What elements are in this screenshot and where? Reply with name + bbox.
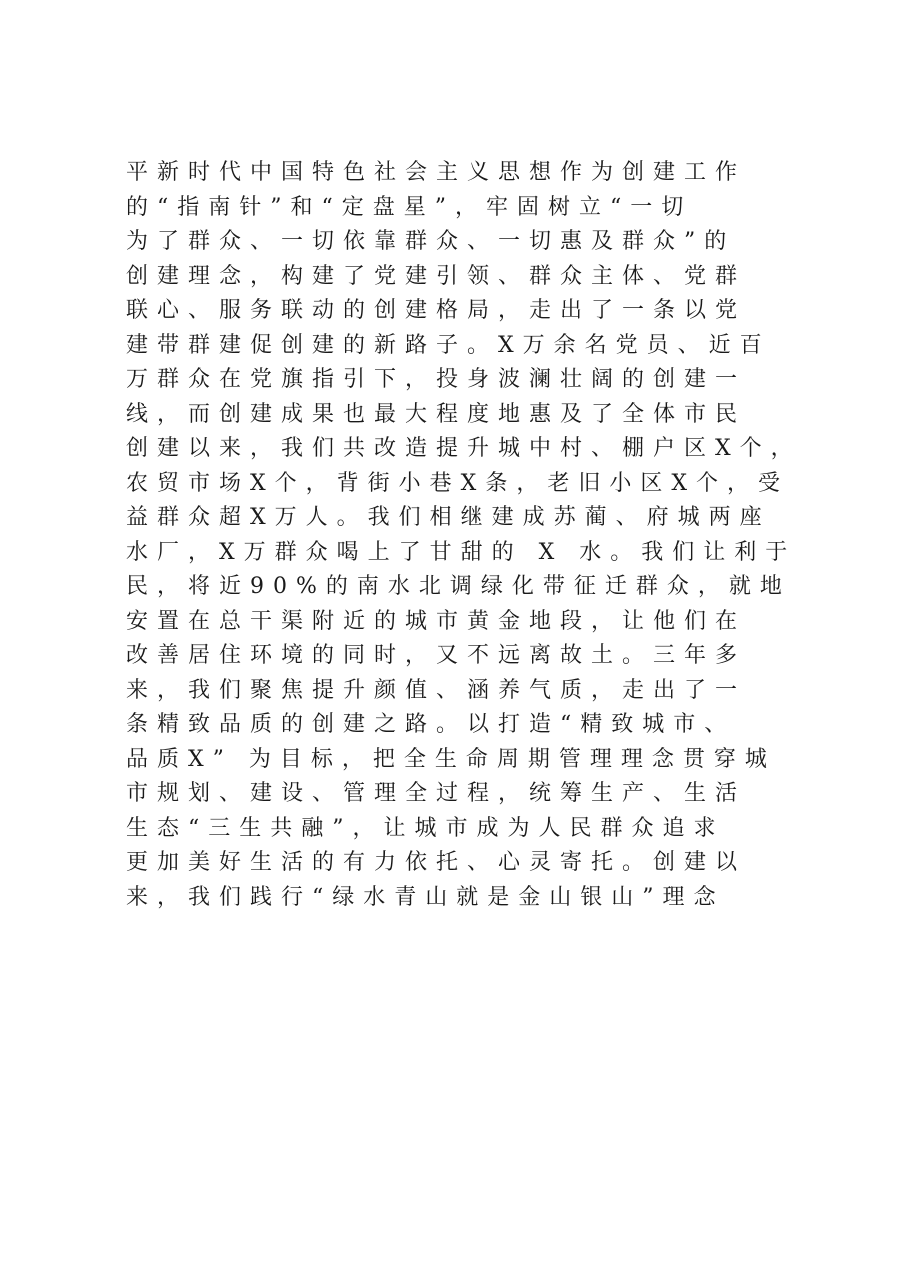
body-text <box>126 156 826 915</box>
text-line-8: 线，而创建成果也最大程度地惠及了全体市民 <box>126 401 747 427</box>
text-line-16: 来，我们聚焦提升颜值、涵养气质，走出了一 <box>126 677 747 703</box>
text-line-17: 条精致品质的创建之路。以打造“精致城市、 <box>126 712 736 737</box>
text-line-18: 品质X” 为目标，把全生命周期管理理念贯穿城 <box>126 746 776 772</box>
text-line-19: 市规划、建设、管理全过程，统筹生产、生活 <box>126 781 747 806</box>
text-line-6: 建带群建促创建的新路子。X万余名党员、近百 <box>126 332 771 358</box>
text-line-7: 万群众在党旗指引下，投身波澜壮阔的创建一 <box>126 367 747 392</box>
text-line-2: 的“指南针”和“定盘星”，牢固树立“一切 <box>126 194 693 220</box>
text-line-13: 民，将近90%的南水北调绿化带征迁群众，就地 <box>126 574 791 599</box>
text-line-22: 来，我们践行“绿水青山就是金山银山”理念 <box>126 884 725 910</box>
text-line-4: 创建理念，构建了党建引领、群众主体、党群 <box>126 263 747 289</box>
text-line-20: 生态“三生共融”，让城市成为人民群众追求 <box>126 815 725 841</box>
text-line-10: 农贸市场X个，背街小巷X条，老旧小区X个，受 <box>126 470 789 496</box>
text-line-3: 为了群众、一切依靠群众、一切惠及群众”的 <box>126 229 736 254</box>
text-line-14: 安置在总干渠附近的城市黄金地段，让他们在 <box>126 608 747 634</box>
text-line-5: 联心、服务联动的创建格局，走出了一条以党 <box>126 298 747 323</box>
text-line-12: 水厂，X万群众喝上了甘甜的 X 水。我们让利于 <box>126 539 797 565</box>
text-line-11: 益群众超X万人。我们相继建成苏蔺、府城两座 <box>126 505 771 530</box>
text-line-15: 改善居住环境的同时，又不远离故土。三年多 <box>126 643 747 668</box>
text-line-1: 平新时代中国特色社会主义思想作为创建工作 <box>126 160 747 185</box>
text-line-9: 创建以来，我们共改造提升城中村、棚户区X个， <box>126 436 802 461</box>
text-line-21: 更加美好生活的有力依托、心灵寄托。创建以 <box>126 850 747 875</box>
